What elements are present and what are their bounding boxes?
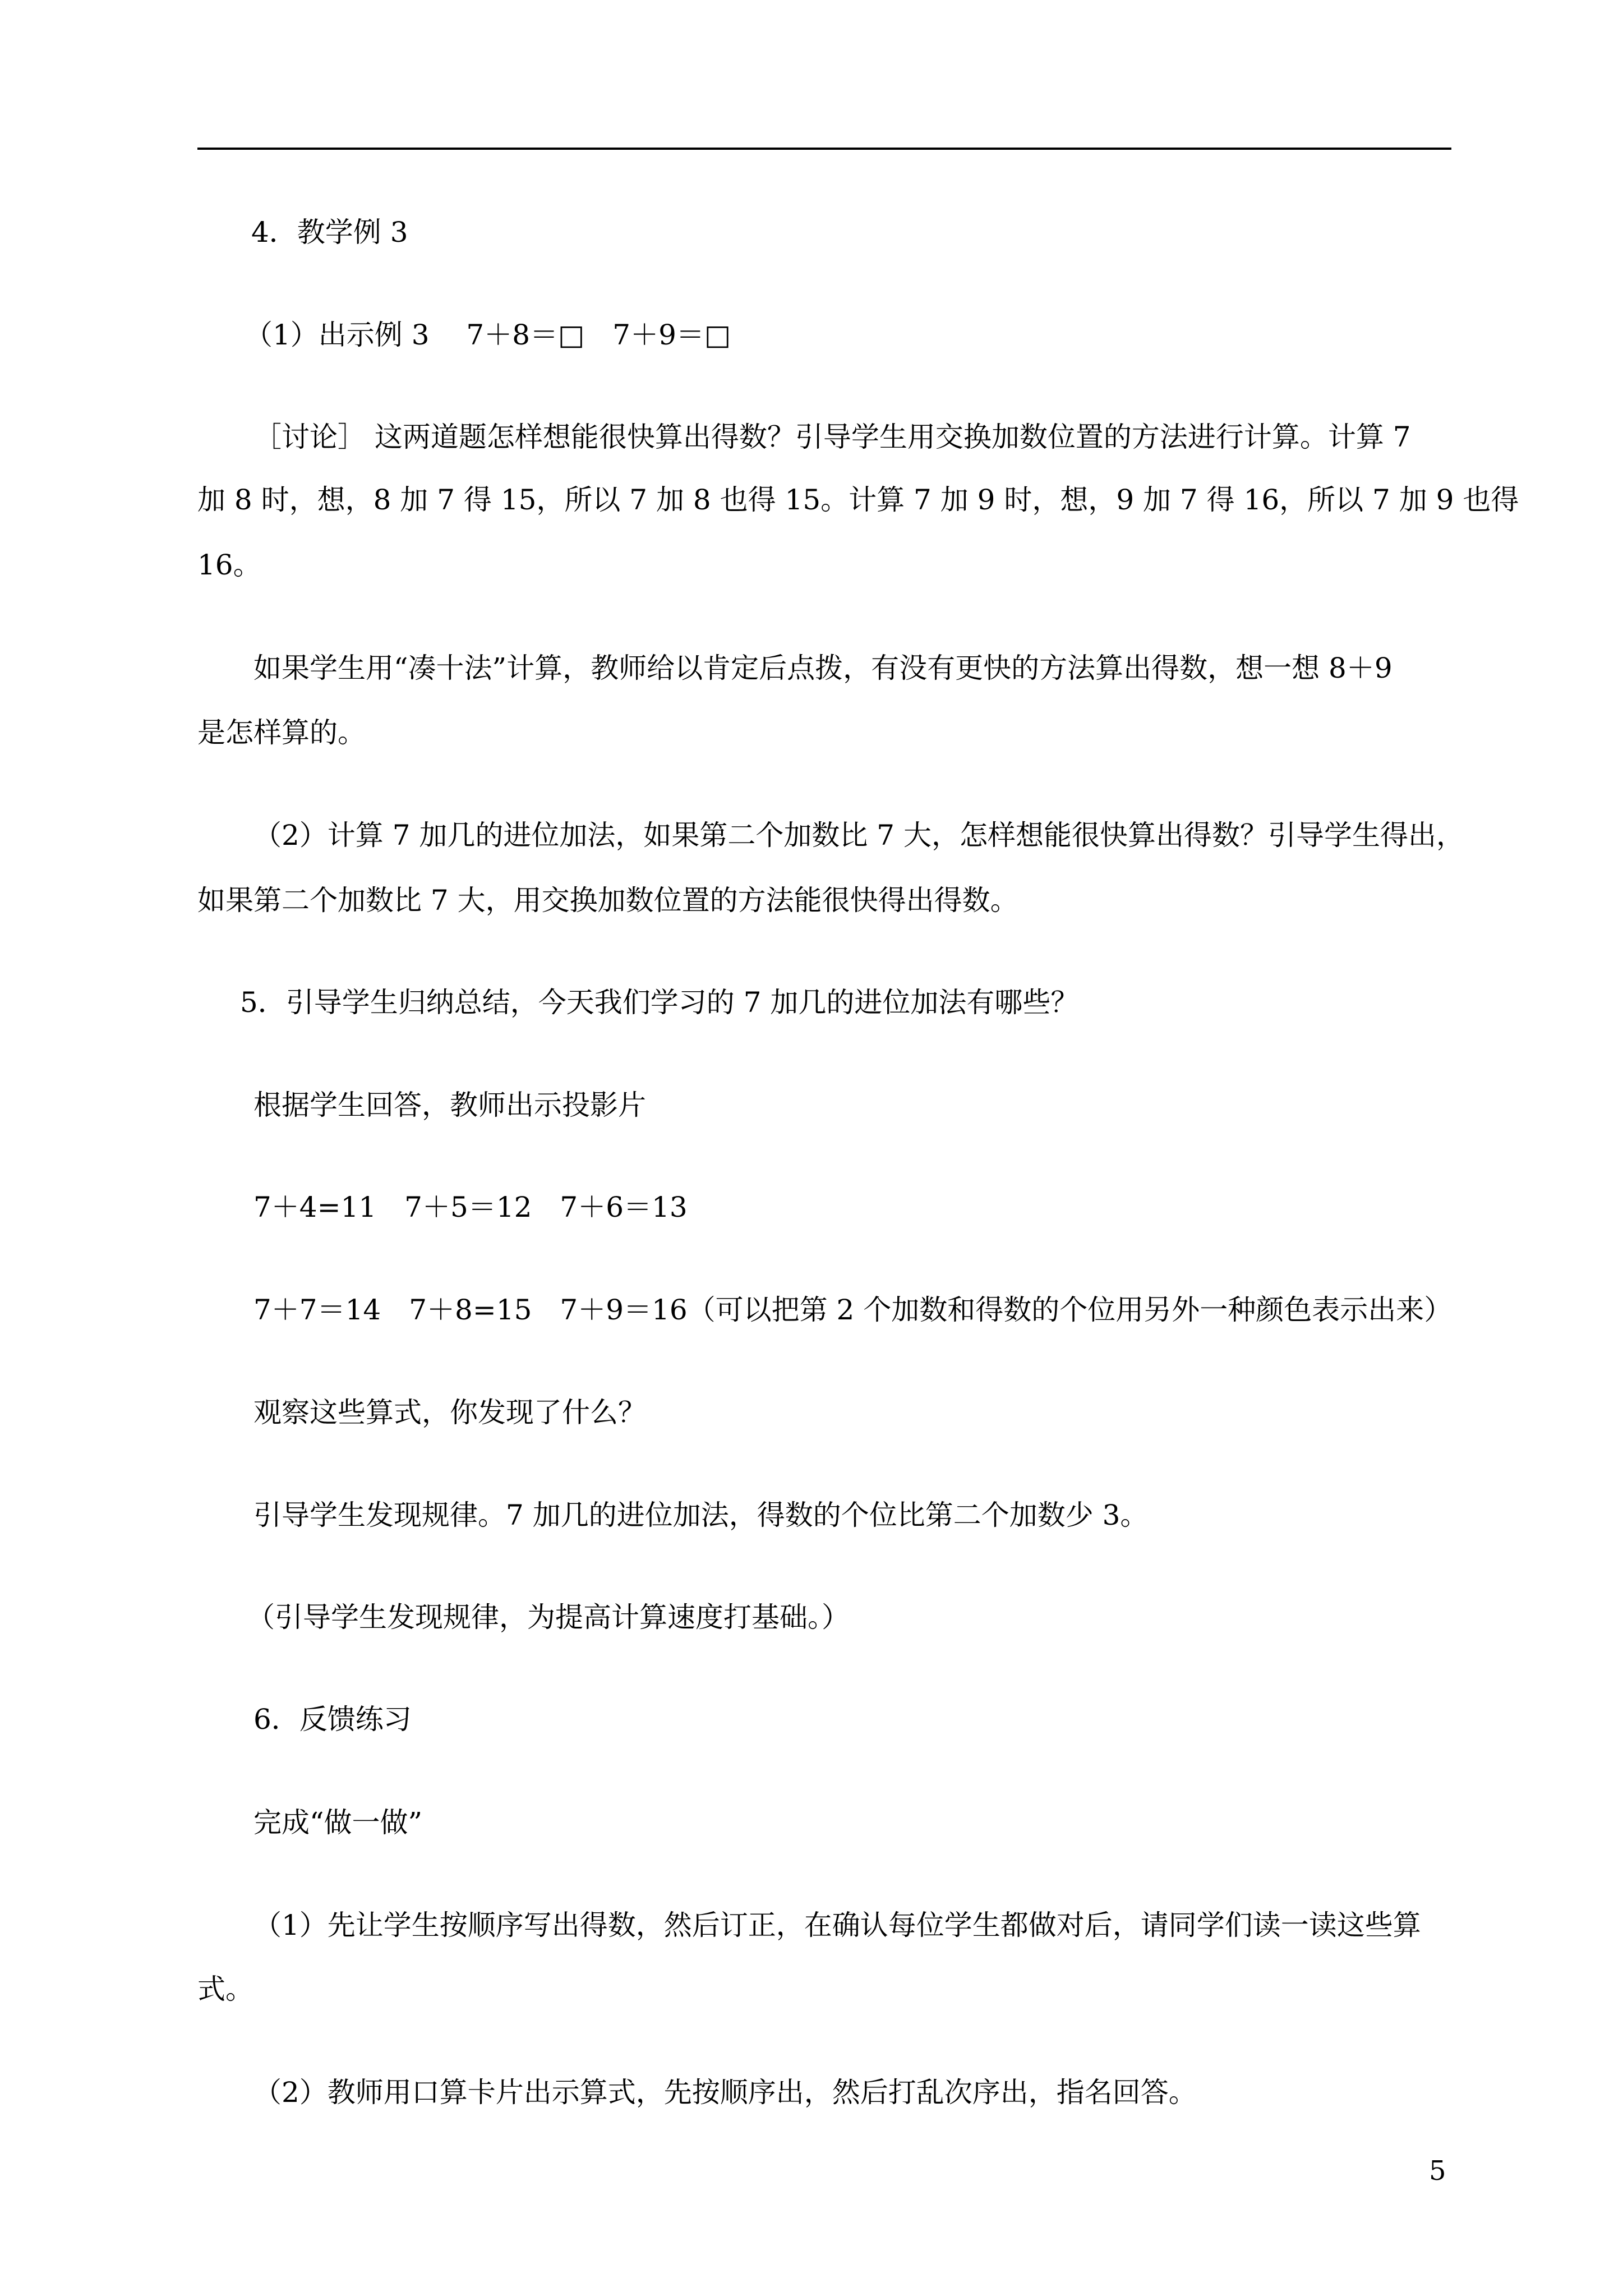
do-it-text: 完成“做一做” (253, 1806, 423, 1839)
rule-note: （引导学生发现规律，为提高计算速度打基础。） (247, 1601, 850, 1634)
practice-1-line-2: 式。 (197, 1973, 253, 2005)
heading-summary: 5．引导学生归纳总结，今天我们学习的 7 加几的进位加法有哪些？ (240, 986, 1079, 1019)
discussion-line-3: 16。 (197, 549, 261, 581)
heading-example-3: 4．教学例 3 (251, 216, 408, 249)
step-2-line-1: （2）计算 7 加几的进位加法，如果第二个加数比 7 大，怎样想能很快算出得数？引导学生得出， (253, 819, 1465, 852)
practice-2-line: （2）教师用口算卡片出示算式，先按顺序出，然后打乱次序出，指名回答。 (253, 2076, 1197, 2109)
show-slide-text: 根据学生回答，教师出示投影片 (253, 1089, 646, 1121)
step-2-line-2: 如果第二个加数比 7 大，用交换加数位置的方法能很快得出得数。 (197, 884, 1018, 917)
equations-row-1: 7＋4=11 7＋5＝12 7＋6＝13 (253, 1191, 688, 1223)
find-rule-text: 引导学生发现规律。7 加几的进位加法，得数的个位比第二个加数少 3。 (253, 1499, 1149, 1531)
discussion-line-1: ［讨论］ 这两道题怎样想能很快算出得数？引导学生用交换加数位置的方法进行计算。计算 7 (253, 421, 1411, 453)
make-ten-line-2: 是怎样算的。 (197, 716, 366, 749)
heading-feedback-practice: 6．反馈练习 (253, 1703, 412, 1736)
practice-1-line-1: （1）先让学生按顺序写出得数，然后订正，在确认每位学生都做对后，请同学们读一读这些算 (253, 1909, 1421, 1941)
discussion-line-2: 加 8 时，想，8 加 7 得 15，所以 7 加 8 也得 15。计算 7 加 9 时，想，9 加 7 得 16，所以 7 加 9 也得 (197, 484, 1519, 516)
make-ten-line-1: 如果学生用“凑十法”计算，教师给以肯定后点拨，有没有更快的方法算出得数，想一想 8＋9 (253, 652, 1393, 684)
equations-row-2: 7＋7＝14 7＋8=15 7＋9＝16（可以把第 2 个加数和得数的个位用另外一种颜色表示出来） (253, 1294, 1453, 1326)
example-3-equations: （1）出示例 3 7＋8＝□ 7＋9＝□ (245, 319, 731, 351)
header-rule (197, 148, 1451, 150)
page-number: 5 (1429, 2155, 1446, 2187)
observe-question: 观察这些算式，你发现了什么？ (253, 1396, 646, 1429)
